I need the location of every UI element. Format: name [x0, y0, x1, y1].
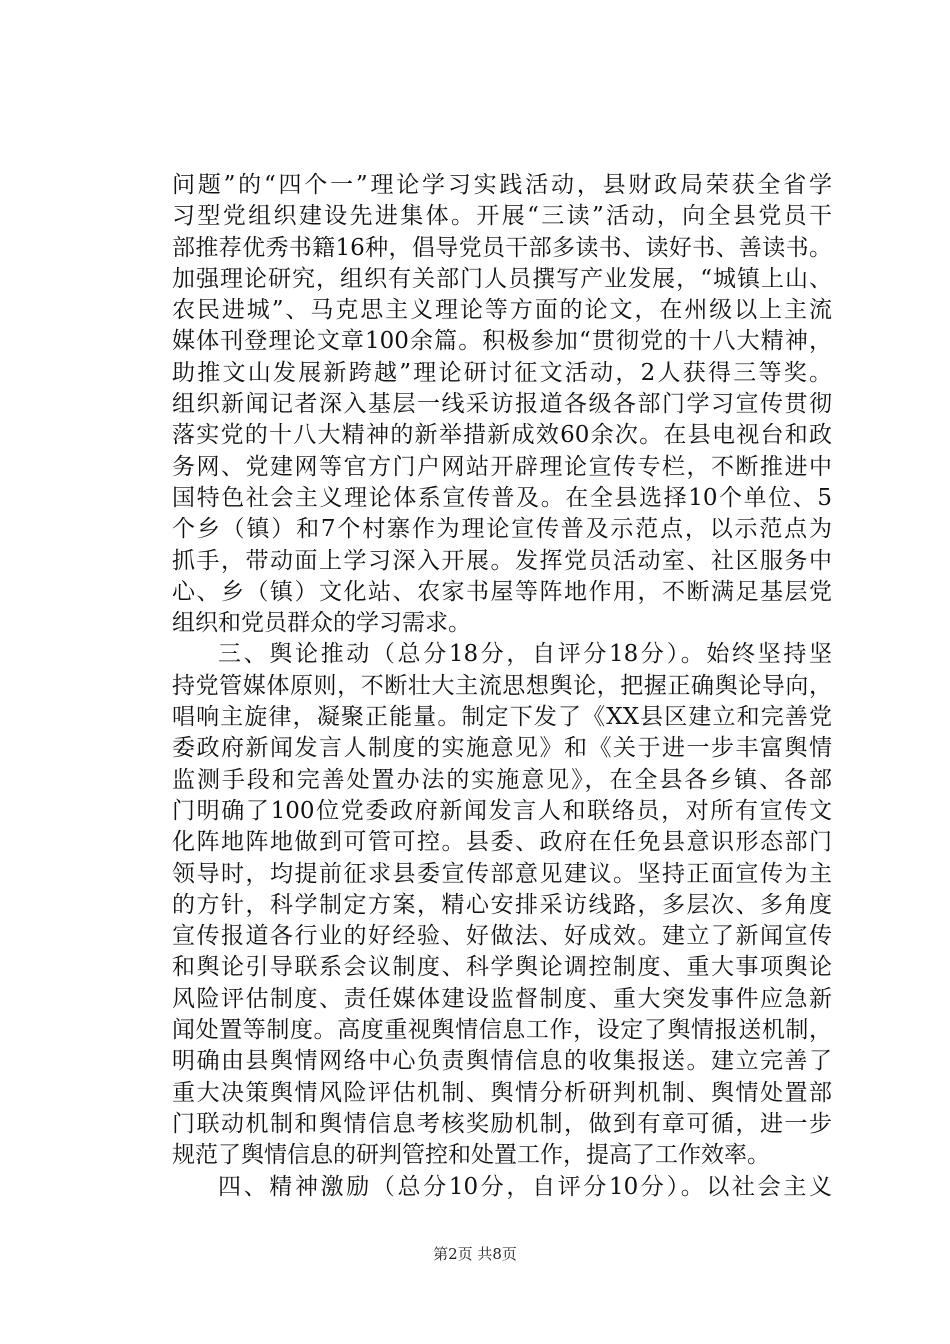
- section-heading-line: 四、精神激励（总分10分，自评分10分）。以社会主义: [218, 1173, 832, 1200]
- document-body: [172, 170, 832, 1203]
- page-number-footer: 第2页 共8页: [433, 1245, 517, 1263]
- text-line: 闻处置等制度。高度重视舆情信息工作，设定了舆情报送机制，: [172, 1017, 832, 1044]
- text-line: 组织新闻记者深入基层一线采访报道各级各部门学习宣传贯彻: [172, 391, 832, 418]
- text-line: 农民进城”、马克思主义理论等方面的论文，在州级以上主流: [172, 297, 832, 324]
- text-line: 习型党组织建设先进集体。开展“三读”活动，向全县党员干: [172, 203, 832, 230]
- text-line: 加强理论研究，组织有关部门人员撰写产业发展，“城镇上山、: [172, 265, 832, 292]
- text-line: 心、乡（镇）文化站、农家书屋等阵地作用，不断满足基层党: [172, 578, 832, 605]
- text-line: 问题”的“四个一”理论学习实践活动，县财政局荣获全省学: [172, 172, 832, 198]
- text-line: 个乡（镇）和7个村寨作为理论宣传普及示范点，以示范点为: [172, 516, 832, 543]
- section-heading-line: 三、舆论推动（总分18分，自评分18分）。始终坚持坚: [218, 641, 832, 668]
- text-line: 委政府新闻发言人制度的实施意见》和《关于进一步丰富舆情: [172, 735, 832, 762]
- text-line: 明确由县舆情网络中心负责舆情信息的收集报送。建立完善了: [172, 1048, 832, 1075]
- text-line: 宣传报道各行业的好经验、好做法、好成效。建立了新闻宣传: [172, 923, 832, 950]
- text-line: 媒体刊登理论文章100余篇。积极参加“贯彻党的十八大精神，: [172, 328, 832, 355]
- text-line: 务网、党建网等官方门户网站开辟理论宣传专栏，不断推进中: [172, 453, 832, 480]
- text-line: 的方针，科学制定方案，精心安排采访线路，多层次、多角度: [172, 891, 832, 918]
- text-line: 抓手，带动面上学习深入开展。发挥党员活动室、社区服务中: [172, 547, 832, 574]
- text-line: 持党管媒体原则，不断壮大主流思想舆论，把握正确舆论导向，: [172, 672, 832, 699]
- text-line: 门明确了100位党委政府新闻发言人和联络员，对所有宣传文: [172, 797, 832, 824]
- text-line: 和舆论引导联系会议制度、科学舆论调控制度、重大事项舆论: [172, 954, 832, 981]
- text-line: 监测手段和完善处置办法的实施意见》，在全县各乡镇、各部: [172, 766, 832, 793]
- text-line: 唱响主旋律，凝聚正能量。制定下发了《XX县区建立和完善党: [172, 704, 832, 731]
- text-line: 国特色社会主义理论体系宣传普及。在全县选择10个单位、5: [172, 484, 832, 511]
- text-line: 领导时，均提前征求县委宣传部意见建议。坚持正面宣传为主: [172, 860, 832, 887]
- text-line: 风险评估制度、责任媒体建设监督制度、重大突发事件应急新: [172, 985, 832, 1012]
- text-line: 重大决策舆情风险评估机制、舆情分析研判机制、舆情处置部: [172, 1079, 832, 1106]
- text-line: 门联动机制和舆情信息考核奖励机制，做到有章可循，进一步: [172, 1110, 832, 1137]
- text-line: 规范了舆情信息的研判管控和处置工作，提高了工作效率。: [172, 1142, 770, 1169]
- text-line: 落实党的十八大精神的新举措新成效60余次。在县电视台和政: [172, 422, 832, 449]
- text-line: 化阵地阵地做到可管可控。县委、政府在任免县意识形态部门: [172, 829, 832, 856]
- text-line: 部推荐优秀书籍16种，倡导党员干部多读书、读好书、善读书。: [172, 234, 832, 261]
- text-line: 助推文山发展新跨越”理论研讨征文活动，2人获得三等奖。: [172, 359, 832, 386]
- text-line: 组织和党员群众的学习需求。: [172, 610, 471, 637]
